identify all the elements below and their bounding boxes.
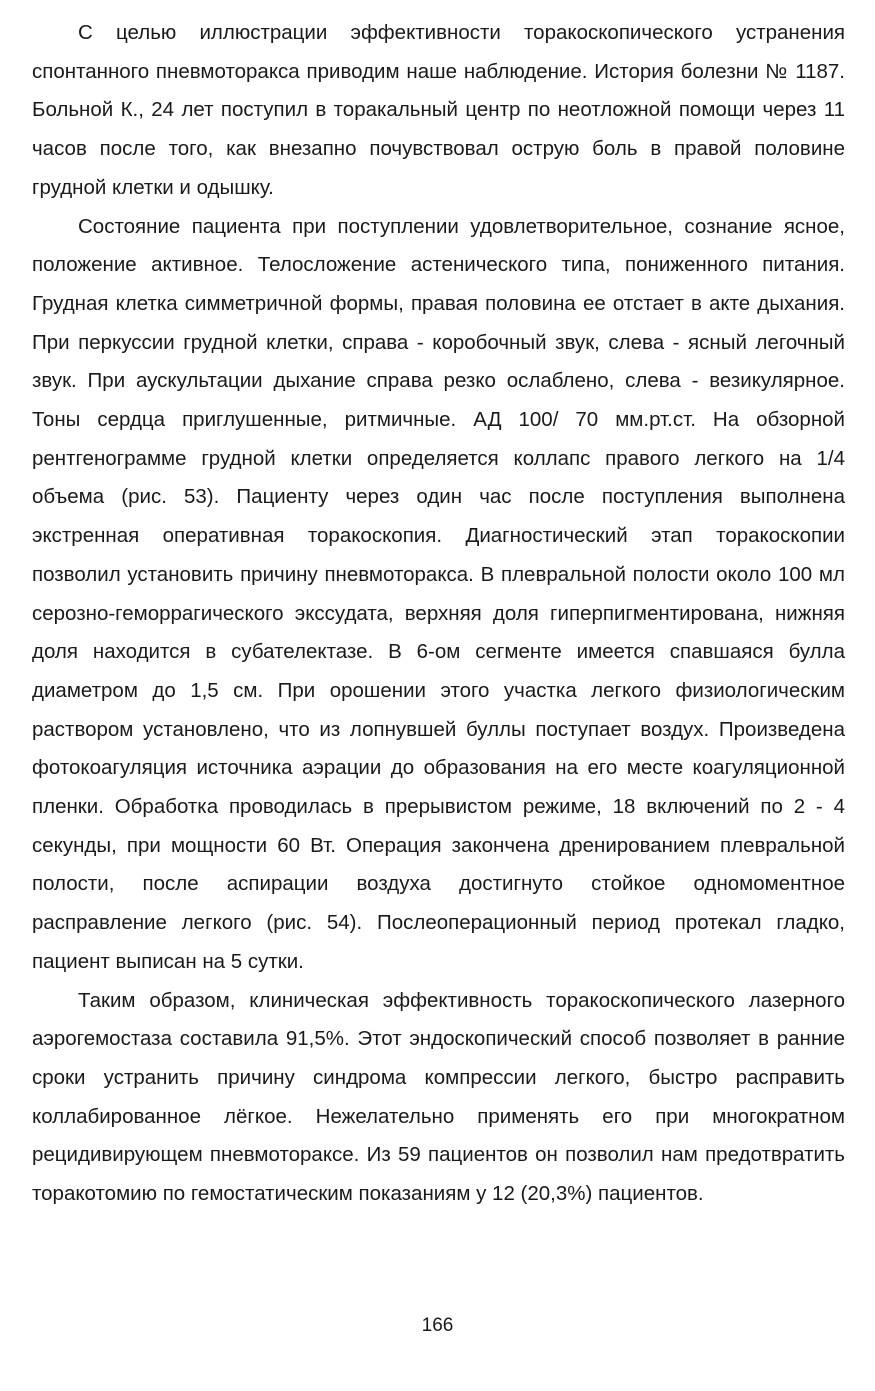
page-number: 166 xyxy=(421,1315,454,1336)
paragraph-conclusion: Таким образом, клиническая эффективность торакоскопического лазерного аэрогемостаза составила 91,5%. Этот эндоскопический способ позволяет в ранние сроки устранить причину синдрома компрессии легкого, быстро расправить коллабированное лёгкое. Нежелательно применять его при многократном рецидивирующем пневмотораксе. Из 59 пациентов он позволил нам предотвратить торакотомию по гемостатическим показаниям у 12 (20,3%) пациентов. xyxy=(32,988,845,1206)
paragraph-case-introduction: С целью иллюстрации эффективности торакоскопического устранения спонтанного пневмоторакса приводим наше наблюдение. История болезни № 1187. Больной К., 24 лет поступил в торакальный центр по неотложной помощи через 11 часов после того, как внезапно почувствовал острую боль в правой половине грудной клетки и одышку. xyxy=(32,21,845,199)
paragraph-patient-condition: Состояние пациента при поступлении удовлетворительное, сознание ясное, положение активное. Телосложение астенического типа, пониженного питания. Грудная клетка симметричной формы, правая половина ее отстает в акте дыхания. При перкуссии грудной клетки, справа - коробочный звук, слева - ясный легочный звук. При аускультации дыхание справа резко ослаблено, слева - везикулярное. Тоны сердца приглушенные, ритмичные. АД 100/ 70 мм.рт.ст. На обзорной рентгенограмме грудной клетки определяется коллапс правого легкого на 1/4 объема (рис. 53). Пациенту через один час после поступления выполнена экстренная оперативная торакоскопия. Диагностический этап торакоскопии позволил установить причину пневмоторакса. В плевральной полости около 100 мл серозно-геморрагического экссудата, верхняя доля гиперпигментирована, нижняя доля находится в субателектазе. В 6-ом сегменте имеется спавшаяся булла диаметром до 1,5 см. При орошении этого участка легкого физиологическим раствором установлено, что из лопнувшей буллы поступает воздух. Произведена фотокоагуляция источника аэрации до образования на его месте коагуляционной пленки. Обработка проводилась в прерывистом режиме, 18 включений по 2 - 4 секунды, при мощности 60 Вт. Операция закончена дренированием плевральной полости, после аспирации воздуха достигнуто стойкое одномоментное расправление легкого (рис. 54). Послеоперационный период протекал гладко, пациент выписан на 5 сутки. xyxy=(32,214,845,973)
document-page xyxy=(32,14,845,1214)
